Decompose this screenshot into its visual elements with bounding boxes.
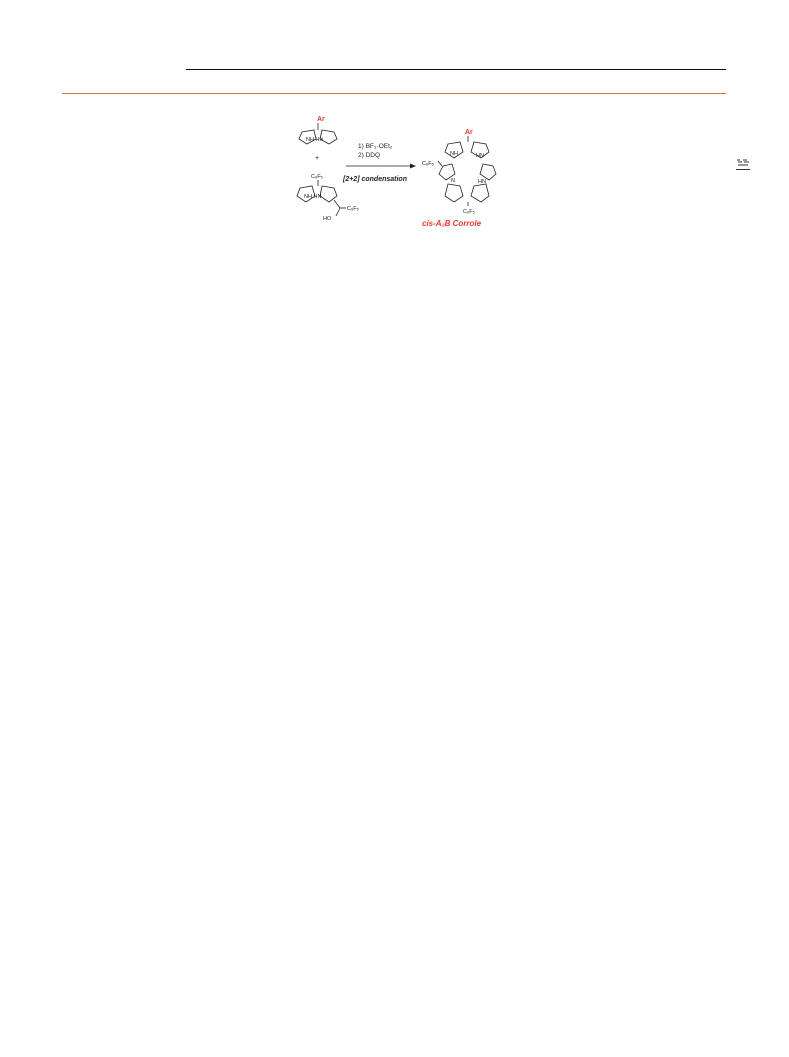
ho-label: HO (323, 216, 332, 222)
reagent-step-2: 2) DDQ (358, 152, 381, 159)
arrow-head-icon (410, 164, 416, 169)
hn-label-product-bottom: HN (478, 179, 486, 185)
c6f5-label-top: C₆F₅ (311, 174, 323, 180)
nh-hn-label-reactant2: NH HN (304, 194, 322, 200)
n-label-product: N (451, 178, 455, 184)
reaction-scheme (280, 110, 520, 235)
plus-sign: + (315, 155, 320, 162)
reaction-scheme-svg (280, 110, 520, 235)
header-rule (186, 69, 726, 70)
ar-label-reactant: Ar (317, 116, 325, 123)
figure-link-icon[interactable] (735, 157, 751, 171)
reaction-type-label: [2+2] condensation (343, 176, 407, 183)
c6f5-label-side: C₆F₅ (347, 206, 359, 212)
product-name: cis-A₂B Corrole (422, 219, 482, 228)
c6f5-label-product-left: C₆F₅ (422, 161, 434, 167)
nh-label-product: NH (450, 151, 458, 157)
nh-hn-label-reactant: NH HN (306, 137, 324, 143)
ar-label-product: Ar (465, 129, 473, 136)
section-accent-rule (62, 93, 726, 94)
hn-label-product-top: HN (476, 153, 484, 159)
reagent-step-1: 1) BF₃·OEt₂ (358, 143, 393, 150)
c6f5-label-product-bottom: C₆F₅ (463, 209, 475, 215)
